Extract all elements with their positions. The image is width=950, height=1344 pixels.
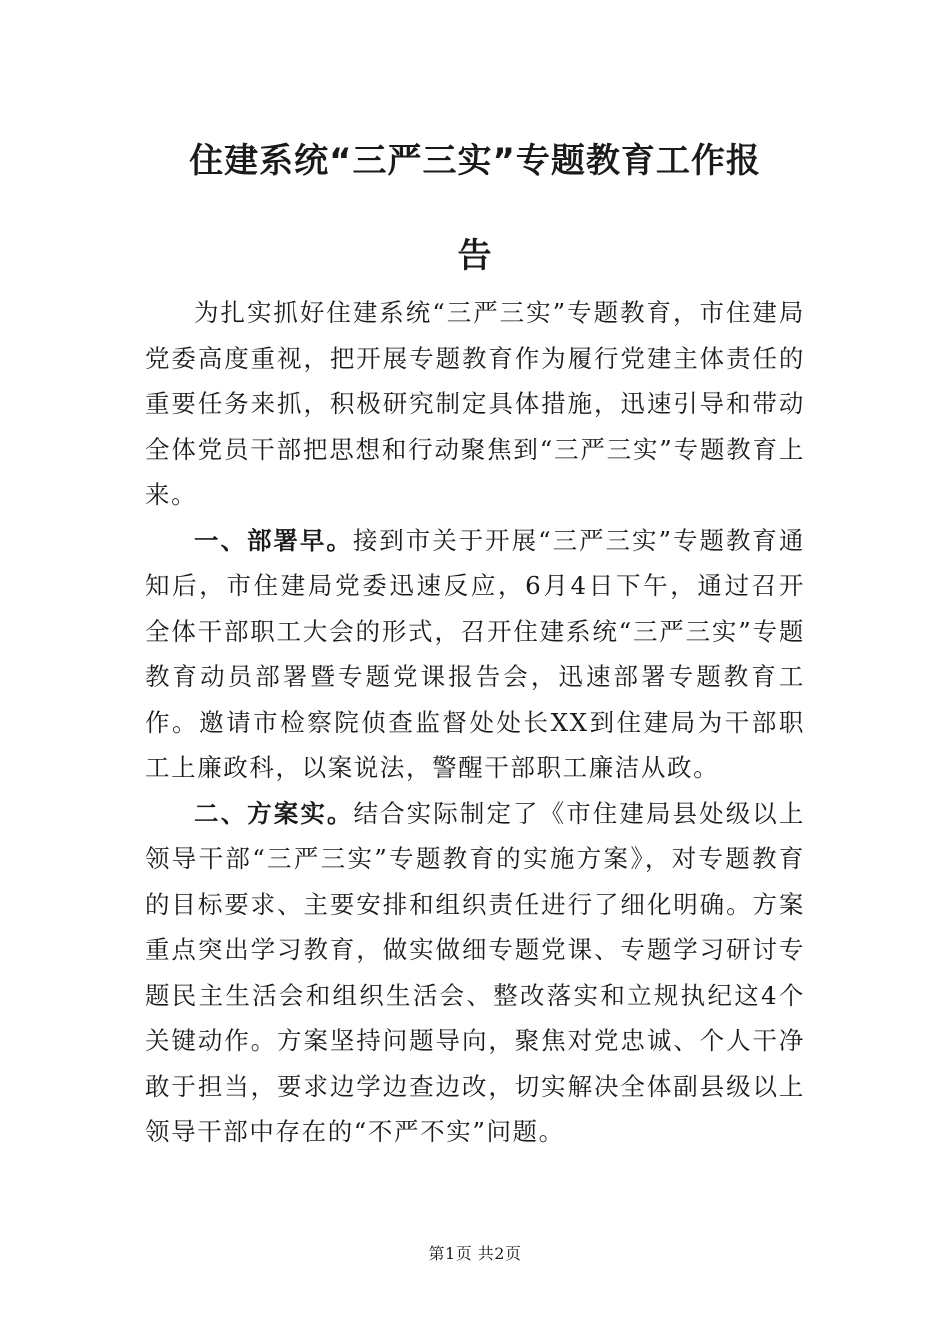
- paragraph-section-2: [145, 791, 805, 1155]
- paragraph-lead: 二、方案实。: [194, 798, 354, 828]
- paragraph-text: 结合实际制定了《市住建局县处级以上领导干部“三严三实”专题教育的实施方案》，对专题教育的目标要求、主要安排和组织责任进行了细化明确。方案重点突出学习教育，做实做细专题党课、专题学习研讨专题民主生活会和组织生活会、整改落实和立规执纪这4个关键动作。方案坚持问题导向，聚焦对党忠诚、个人干净敢于担当，要求边学边查边改，切实解决全体副县级以上领导干部中存在的“不严不实”问题。: [145, 798, 805, 1146]
- page-number-footer: 第1页 共2页: [428, 1244, 522, 1263]
- paragraph-lead: 一、部署早。: [194, 525, 353, 555]
- document-title-line1: 住建系统“三严三实”专题教育工作报: [189, 141, 761, 181]
- document-title-line2: 告: [457, 236, 493, 276]
- paragraph-section-1: [145, 518, 805, 791]
- document-body: [145, 290, 805, 1155]
- paragraph-intro: [145, 290, 805, 518]
- paragraph-text: 为扎实抓好住建系统“三严三实”专题教育，市住建局党委高度重视，把开展专题教育作为履行党建主体责任的重要任务来抓，积极研究制定具体措施，迅速引导和带动全体党员干部把思想和行动聚焦到“三严三实”专题教育上来。: [145, 298, 805, 509]
- paragraph-text: 接到市关于开展“三严三实”专题教育通知后，市住建局党委迅速反应，6月4日下午，通过召开全体干部职工大会的形式，召开住建系统“三严三实”专题教育动员部署暨专题党课报告会，迅速部署专题教育工作。邀请市检察院侦查监督处处长XX到住建局为干部职工上廉政科，以案说法，警醒干部职工廉洁从政。: [145, 525, 805, 782]
